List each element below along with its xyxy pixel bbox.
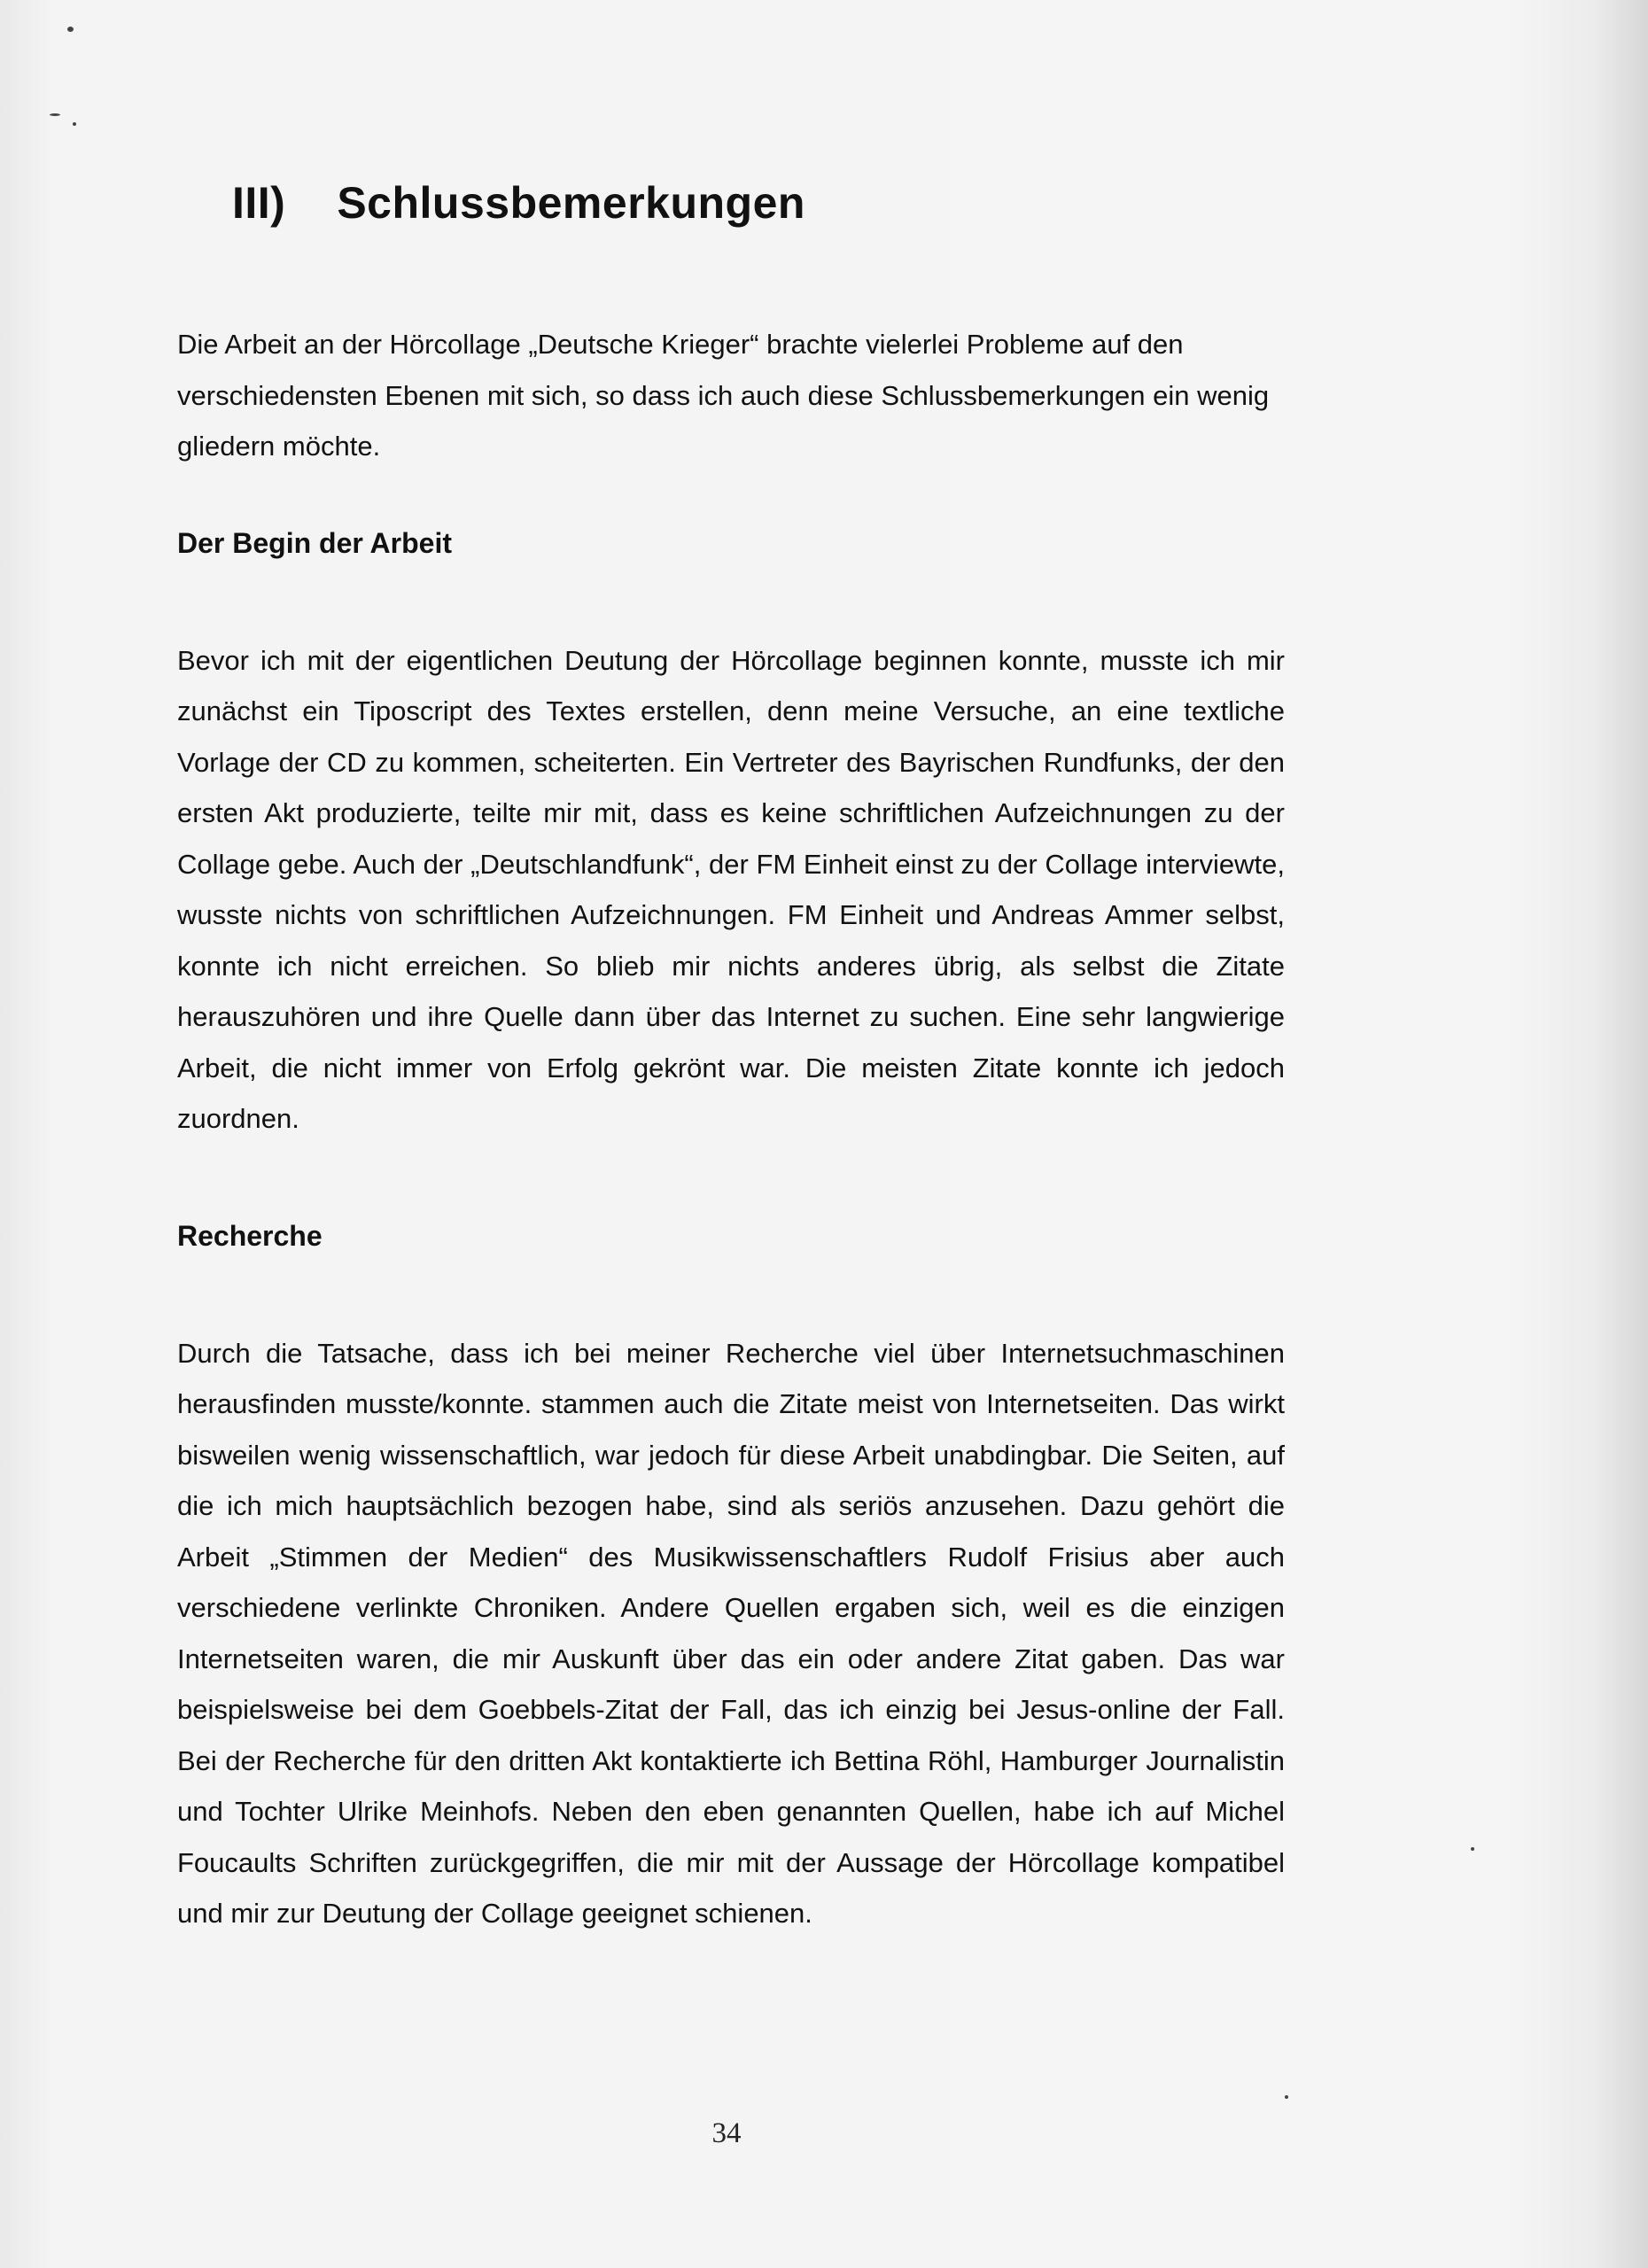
scan-speck <box>73 122 76 126</box>
page-edge-shadow <box>1595 0 1648 2268</box>
scan-speck <box>67 27 74 32</box>
section-heading-recherche: Recherche <box>177 1219 323 1252</box>
scan-speck <box>1285 2095 1288 2099</box>
intro-paragraph: Die Arbeit an der Hörcollage „Deutsche Krieger“ brachte vielerlei Probleme auf den verschiedensten Ebenen mit sich, so dass ich auch diese Schlussbemerkungen ein wenig gliedern möchte. <box>177 329 1270 462</box>
document-body <box>177 159 1285 1939</box>
chapter-title: Schlussbemerkungen <box>337 178 805 228</box>
scan-speck <box>50 113 60 116</box>
page-number: 34 <box>711 2117 742 2149</box>
section-heading-begin: Der Begin der Arbeit <box>177 526 452 559</box>
chapter-heading <box>232 177 1285 229</box>
scan-speck <box>1471 1847 1474 1851</box>
section-paragraph-begin: Bevor ich mit der eigentlichen Deutung der Hörcollage beginnen konnte, musste ich mir zunächst ein Tiposcript des Textes erstellen, denn meine Versuche, an eine textliche Vorlage der CD zu kommen, scheiterten. Ein Vertreter des Bayrischen Rundfunks, der den ersten Akt produzierte, teilte mir mit, dass es keine schriftlichen Aufzeichnungen zu der Collage gebe. Auch der „Deutschlandfunk“, der FM Einheit einst zu der Collage interviewte, wusste nichts von schriftlichen Aufzeichnungen. FM Einheit und Andreas Ammer selbst, konnte ich nicht erreichen. So blieb mir nichts anderes übrig, als selbst die Zitate herauszuhören und ihre Quelle dann über das Internet zu suchen. Eine sehr langwierige Arbeit, die nicht immer von Erfolg gekrönt war. Die meisten Zitate konnte ich jedoch zuordnen. <box>177 644 1285 1134</box>
section-paragraph-recherche: Durch die Tatsache, dass ich bei meiner Recherche viel über Internetsuchmaschinen herausfinden musste/konnte. stammen auch die Zitate meist von Internetseiten. Das wirkt bisweilen wenig wissenschaftlich, war jedoch für diese Arbeit unabdingbar. Die Seiten, auf die ich mich hauptsächlich bezogen habe, sind als seriös anzusehen. Dazu gehört die Arbeit „Stimmen der Medien“ des Musikwissenschaftlers Rudolf Frisius aber auch verschiedene verlinkte Chroniken. Andere Quellen ergaben sich, weil es die einzigen Internetseiten waren, die mir Auskunft über das ein oder andere Zitat gaben. Das war beispielsweise bei dem Goebbels-Zitat der Fall, das ich einzig bei Jesus-online der Fall. Bei der Recherche für den dritten Akt kontaktierte ich Bettina Röhl, Hamburger Journalistin und Tochter Ulrike Meinhofs. Neben den eben genannten Quellen, habe ich auf Michel Foucaults Schriften zurückgegriffen, die mir mit der Aussage der Hörcollage kompatibel und mir zur Deutung der Collage geeignet schienen. <box>177 1337 1285 1929</box>
chapter-number: III) <box>232 178 286 228</box>
